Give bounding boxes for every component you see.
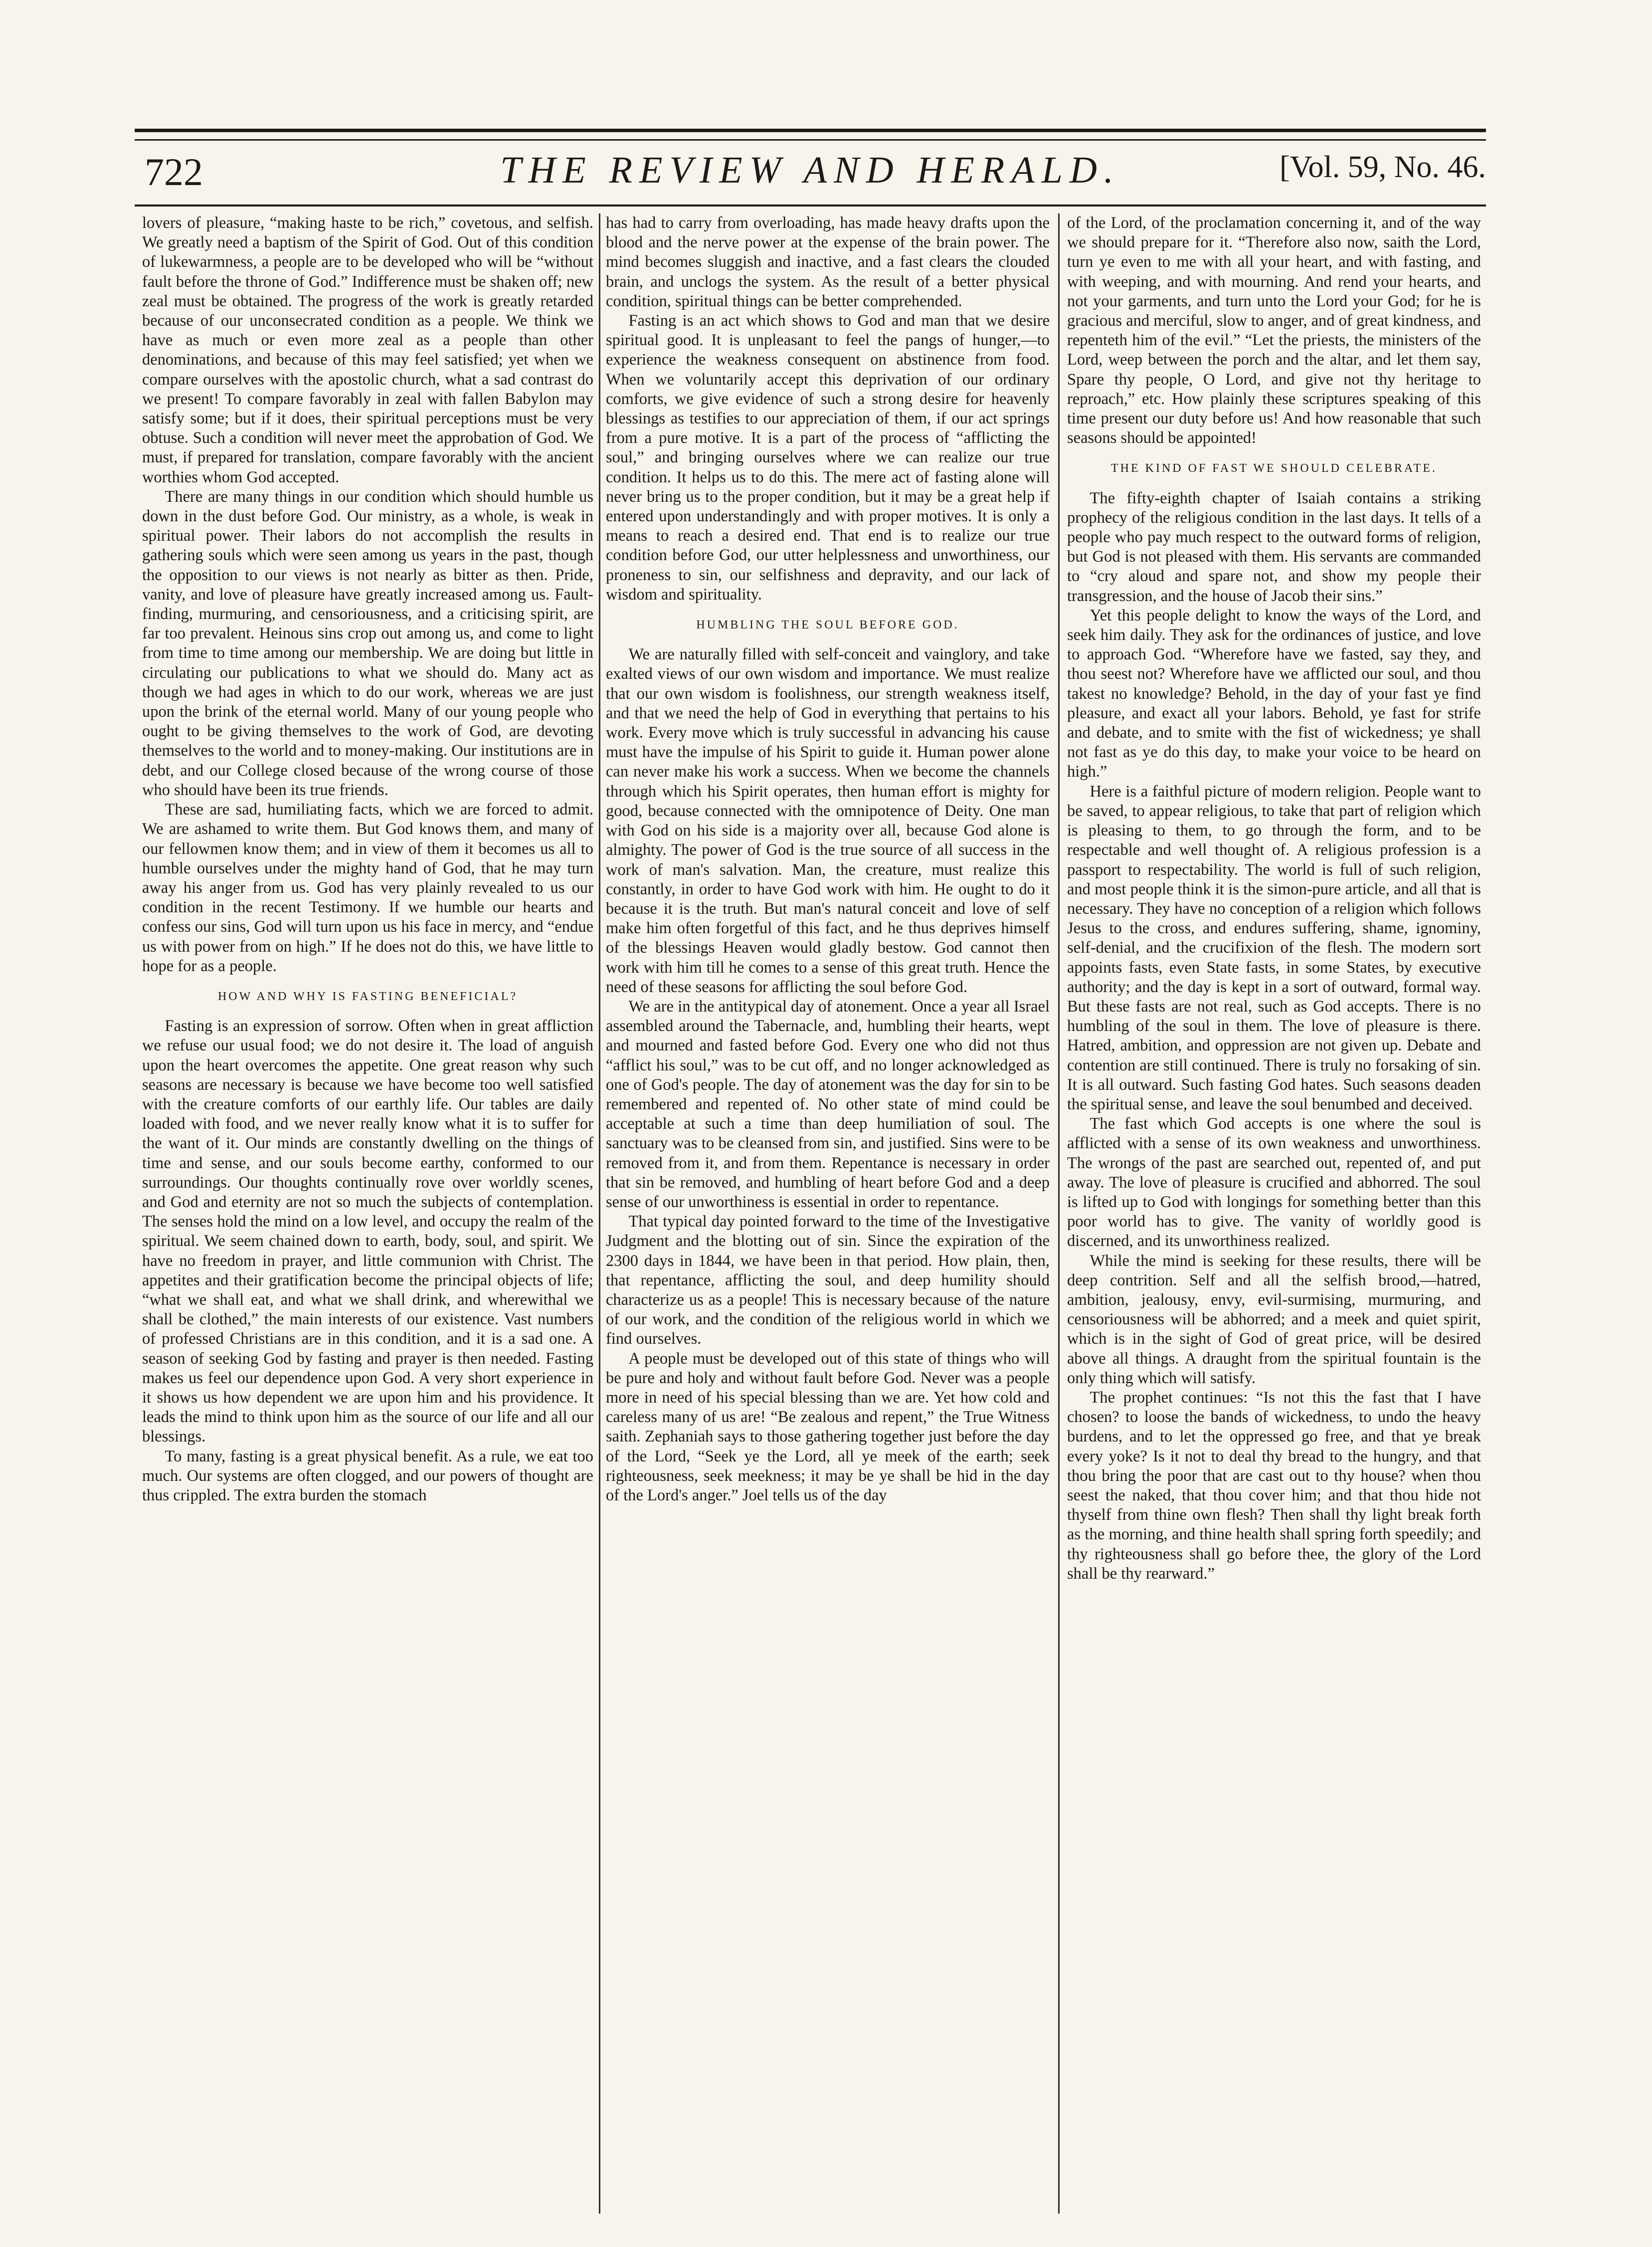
section-heading: THE KIND OF FAST WE SHOULD CELEBRATE. xyxy=(1110,462,1437,475)
column-3 xyxy=(1067,213,1481,2219)
page-header xyxy=(135,145,1486,204)
paragraph: While the mind is seeking for these results, there will be deep contrition. Self and all the selfish brood,—hatred, ambition, jealousy, envy, evil-surmising, murmuring, and censoriousness will be abhorred; and a meek and quiet spirit, which is in the sight of God of great price, will be desired above all things. A draught from the spiritual fountain is the only thing which will satisfy. xyxy=(1067,1251,1481,1387)
paragraph: We are in the antitypical day of atonement. Once a year all Israel assembled around the Tabernacle, and, humbling their hearts, wept and mourned and fasted before God. Every one who did not thus “afflict his soul,” was to be cut off, and no longer acknowledged as one of God's people. The day of atonement was the day for sin to be remembered and repented of. No other state of mind could be acceptable at such a time than deep humiliation of soul. The sanctuary was to be cleansed from sin, and justified. Sins were to be removed from it, and from them. Repentance is necessary in order that sin be removed, and humbling of heart before God and a deep sense of our unworthiness is essential in order to repentance. xyxy=(606,997,1050,1211)
paragraph: The fast which God accepts is one where the soul is afflicted with a sense of its own weakness and unworthiness. The wrongs of the past are searched out, repented of, and put away. The love of pleasure is crucified and abhorred. The soul is lifted up to God with longings for something better than this poor world has to give. The vanity of worldly good is discerned, and its unworthiness realized. xyxy=(1067,1115,1481,1250)
paragraph: A people must be developed out of this state of things who will be pure and holy and without fault before God. Never was a people more in need of his special blessing than we are. Yet how cold and careless many of us are! “Be zealous and repent,” the True Witness saith. Zephaniah says to those gathering together just before the day of the Lord, “Seek ye the Lord, all ye meek of the earth; seek righteousness, seek meekness; it may be ye shall be hid in the day of the Lord's anger.” Joel tells us of the day xyxy=(606,1349,1050,1504)
paragraph: has had to carry from overloading, has made heavy drafts upon the blood and the nerve power at the expense of the brain power. The mind becomes sluggish and inactive, and a fast clears the clouded brain, and unclogs the system. As the result of a better physical condition, spiritual things can be better comprehended. xyxy=(606,214,1050,310)
header-bottom-rule xyxy=(135,204,1486,206)
running-title: THE REVIEW AND HERALD. xyxy=(500,149,1120,191)
section-heading: HOW AND WHY IS FASTING BENEFICIAL? xyxy=(217,990,518,1003)
paragraph: That typical day pointed forward to the time of the Investigative Judgment and the blotting out of sin. Since the expiration of the 2300 days in 1844, we have been in that period. How plain, then, that repentance, afflicting the soul, and deep humility should characterize us as a people! This is necessary because of the nature of our work, and the condition of the religious world in which we find ourselves. xyxy=(606,1213,1050,1348)
paragraph: Here is a faithful picture of modern religion. People want to be saved, to appear religious, to take that part of religion which is pleasing to them, to go through the form, and to be respectable and well thought of. A religious profession is a passport to respectability. The world is full of such religion, and most people think it is the simon-pure article, and all that is necessary. They have no conception of a religion which follows Jesus to the cross, and endures suffering, shame, ignominy, self-denial, and the crucifixion of the flesh. The modern sort appoints fasts, even State fasts, in some States, by executive authority; and the day is kept in a sort of outward, formal way. But these fasts are not real, such as God accepts. There is no humbling of the soul in them. The love of pleasure is there. Hatred, ambition, and oppression are not given up. Debate and contention are still continued. There is truly no forsaking of sin. It is all outward. Such fasting God hates. Such seasons deaden the spiritual sense, and leave the soul benumbed and deceived. xyxy=(1067,782,1481,1113)
paragraph: The fifty-eighth chapter of Isaiah contains a striking prophecy of the religious condition in the last days. It tells of a people who pay much respect to the outward forms of religion, but God is not pleased with them. His servants are commanded to “cry aloud and spare not, and show my people their transgression, and the house of Jacob their sins.” xyxy=(1067,489,1481,605)
column-1 xyxy=(142,213,593,2219)
section-heading: HUMBLING THE SOUL BEFORE GOD. xyxy=(696,618,959,632)
paragraph: Fasting is an act which shows to God and man that we desire spiritual good. It is unpleasant to feel the pangs of hunger,—to experience the weakness consequent on abstinence from food. When we voluntarily accept this deprivation of our ordinary comforts, we give evidence of such a strong desire for heavenly blessings as testifies to our appreciation of them, if our act springs from a pure motive. It is a part of the process of “afflicting the soul,” and bringing ourselves where we can realize our true condition. It helps us to do this. The mere act of fasting alone will never bring us to the proper condition, but it may be a great help if entered upon understandingly and with proper motives. It is only a means to reach a desired end. That end is to realize our true condition before God, our utter helplessness and unworthiness, our proneness to sin, our selfishness and depravity, and our lack of wisdom and spirituality. xyxy=(606,312,1050,604)
paragraph: To many, fasting is a great physical benefit. As a rule, we eat too much. Our systems are often clogged, and our powers of thought are thus crippled. The extra burden the stomach xyxy=(142,1447,593,1504)
header-top-rule xyxy=(135,129,1486,141)
paragraph: Yet this people delight to know the ways of the Lord, and seek him daily. They ask for the ordinances of justice, and love to approach God. “Wherefore have we fasted, say they, and thou seest not? Wherefore have we afflicted our soul, and thou takest no knowledge? Behold, in the day of your fast ye find pleasure, and exact all your labors. Behold, ye fast for strife and debate, and to smite with the fist of wickedness; ye shall not fast as ye do this day, to make your voice to be heard on high.” xyxy=(1067,606,1481,781)
volume-number: [Vol. 59, No. 46. xyxy=(1280,150,1486,184)
paragraph: of the Lord, of the proclamation concerning it, and of the way we should prepare for it. “Therefore also now, saith the Lord, turn ye even to me with all your heart, and with fasting, and with weeping, and with mourning. And rend your hearts, and not your garments, and turn unto the Lord your God; for he is gracious and merciful, slow to anger, and of great kindness, and repenteth him of the evil.” “Let the priests, the ministers of the Lord, weep between the porch and the altar, and let them say, Spare thy people, O Lord, and give not thy heritage to reproach,” etc. How plainly these scriptures speaking of this time present our duty before us! And how reasonable that such seasons should be appointed! xyxy=(1067,214,1481,447)
page-number: 722 xyxy=(145,150,203,194)
paragraph: The prophet continues: “Is not this the fast that I have chosen? to loose the bands of wickedness, to undo the heavy burdens, and to let the oppressed go free, and that ye break every yoke? Is it not to deal thy bread to the hungry, and that thou bring the poor that are cast out to thy house? when thou seest the naked, that thou cover him; and that thou hide not thyself from thine own flesh? Then shall thy light break forth as the morning, and thine health shall spring forth speedily; and thy righteousness shall go before thee, the glory of the Lord shall be thy rearward.” xyxy=(1067,1388,1481,1583)
paragraph: Fasting is an expression of sorrow. Often when in great affliction we refuse our usual food; we do not desire it. The load of anguish upon the heart overcomes the appetite. One great reason why such seasons are necessary is because we have become too well satisfied with the creature comforts of our earthly life. Our tables are daily loaded with food, and we never really know what it is to suffer for the want of it. Our minds are constantly dwelling on the things of time and sense, and our souls become earthy, conformed to our surroundings. Our thoughts continually rove over worldly scenes, and God and eternity are not so much the subjects of contemplation. The senses hold the mind on a low level, and occupy the realm of the spiritual. We seem chained down to earth, body, soul, and spirit. We have no freedom in prayer, and little communion with Christ. The appetites and their gratification become the principal objects of life; “what we shall eat, and what we shall drink, and wherewithal we shall be clothed,” the main interests of our existence. Vast numbers of professed Christians are in this condition, and it is a sad one. A season of seeking God by fasting and prayer is then needed. Fasting makes us feel our dependence upon God. A very short experience in it shows us how dependent we are upon him and his providence. It leads the mind to think upon him as the source of our life and all our blessings. xyxy=(142,1017,593,1446)
paragraph: These are sad, humiliating facts, which we are forced to admit. We are ashamed to write them. But God knows them, and many of our fellowmen know them; and in view of them it becomes us all to humble ourselves under the mighty hand of God, that he may turn away his anger from us. God has very plainly revealed to us our condition in the recent Testimony. If we humble our hearts and confess our sins, God will turn upon us his face in mercy, and “endue us with power from on high.” If he does not do this, we have little to hope for as a people. xyxy=(142,801,593,975)
paragraph: We are naturally filled with self-conceit and vainglory, and take exalted views of our own wisdom and importance. We must realize that our own wisdom is foolishness, our strength weakness itself, and that we need the help of God in everything that pertains to his work. Every move which is truly successful in advancing his cause must have the impulse of his Spirit to guide it. Human power alone can never make his work a success. When we become the channels through which his Spirit operates, then human effort is mighty for good, because connected with the omnipotence of Deity. One man with God on his side is a majority over all, because God alone is almighty. The power of God is the true source of all success in the work of man's salvation. Man, the creature, must realize this constantly, in order to have God work with him. He ought to do it because it is the truth. But man's natural conceit and love of self make him often forgetful of this fact, and he thus deprives himself of the blessings Heaven would gladly bestow. God cannot then work with him till he comes to a sense of this great truth. Hence the need of these seasons for afflicting the soul before God. xyxy=(606,645,1050,996)
paragraph: lovers of pleasure, “making haste to be rich,” covetous, and selfish. We greatly need a baptism of the Spirit of God. Out of this condition of lukewarmness, a people are to be developed who will be “without fault before the throne of God.” Indifference must be shaken off; new zeal must be obtained. The progress of the work is greatly retarded because of our unconsecrated condition as a people. We think we have as much or even more zeal as a people than other denominations, and because of this may feel satisfied; yet when we compare ourselves with the apostolic church, what a sad contrast do we present! To compare favorably in zeal with fallen Babylon may satisfy some; but if it does, their spiritual perceptions must be very obtuse. Such a condition will never meet the approbation of God. We must, if prepared for translation, compare favorably with the ancient worthies whom God accepted. xyxy=(142,214,593,486)
column-2 xyxy=(606,213,1050,2219)
column-divider xyxy=(599,213,600,2214)
paragraph: There are many things in our condition which should humble us down in the dust before God. Our ministry, as a whole, is weak in spiritual power. Their labors do not accomplish the results in gathering souls which were seen among us years in the past, though the opposition to our views is not nearly as bitter as then. Pride, vanity, and love of pleasure have greatly increased among us. Fault-finding, murmuring, and censoriousness, and a criticising spirit, are far too prevalent. Heinous sins crop out among us, and come to light from time to time among our membership. We are doing but little in circulating our publications to what we should do. Many act as though we had ages in which to do our work, whereas we are just upon the brink of the eternal world. Many of our young people who ought to be giving themselves to the work of God, are devoting themselves to the world and to money-making. Our institutions are in debt, and our College closed because of the wrong course of those who should have been its true friends. xyxy=(142,487,593,799)
column-divider xyxy=(1058,213,1060,2214)
